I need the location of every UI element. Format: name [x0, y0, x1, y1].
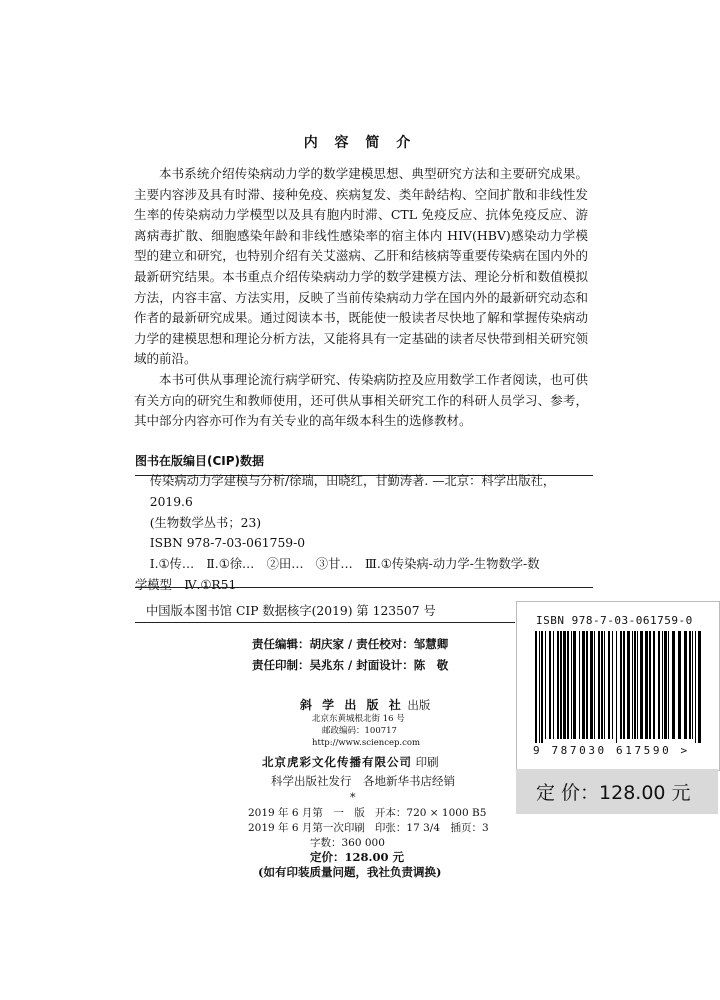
summary-paragraph-2: 本书可供从事理论流行病学研究、传染病防控及应用数学工作者阅读，也可供有关方向的研究生和教师使用，还可供从事相关研究工作的科研人员学习、参考，其中部分内容亦可作为有关专业的高年级本科生的选修教材。: [134, 371, 588, 429]
star-separator: *: [350, 791, 356, 804]
publisher-postcode: 邮政编码：100717: [322, 726, 397, 736]
cip-series-line: (生物数学丛书；23): [149, 515, 262, 530]
edition-block: [248, 806, 489, 880]
summary-text: [134, 164, 588, 432]
printing-text: 2019 年 6 月第一次印刷: [248, 821, 365, 834]
cip-record: [135, 471, 593, 596]
barcode-digits: 9 787030 617590 >: [533, 744, 690, 757]
editorial-credits: [252, 634, 448, 676]
sheets-text: 印张：17 3/4 插页：3: [374, 821, 489, 834]
summary-title: 内 容 简 介: [303, 135, 417, 151]
quality-notice: (如有印装质量问题，我社负责调换): [258, 865, 442, 880]
cip-divider: [135, 587, 593, 588]
publisher-address: 北京东黄城根北街 16 号: [312, 714, 405, 724]
cip-header: 图书在版编目(CIP)数据: [135, 452, 593, 476]
publisher-name: 斜 学 出 版 社: [300, 698, 404, 712]
printer-name: 北京虎彩文化传播有限公司: [262, 755, 412, 769]
format-text: 开本：720 × 1000 B5: [374, 807, 487, 819]
credits-line-1: 责任编辑：胡庆家 / 责任校对：邹慧卿: [252, 637, 449, 651]
edition-price: 定价：128.00 元: [310, 850, 405, 865]
edition-text: 2019 年 6 月第 一 版: [248, 807, 365, 819]
cover-price: 定 价：128.00 元: [536, 782, 691, 804]
barcode-icon: [533, 631, 703, 743]
publisher-url: http://www.sciencep.com: [312, 738, 421, 748]
credits-line-2: 责任印制：吴兆东 / 封面设计：陈 敬: [252, 658, 449, 672]
words-text: 字数：360 000: [310, 836, 385, 849]
cip-classification-line-2: 学模型 Ⅳ.①R51: [135, 577, 237, 592]
printer-suffix: 印刷: [415, 755, 439, 769]
cip-title-line: 传染病动力学建模与分析/徐瑞，田晓红，甘勤涛著. —北京：科学出版社，: [149, 474, 556, 488]
summary-paragraph-1: 本书系统介绍传染病动力学的数学建模思想、典型研究方法和主要研究成果。主要内容涉及具有时滞、接种免疫、疾病复发、类年龄结构、空间扩散和非线性发生率的传染病动力学模型以及具有胞内时滞、CTL 免疫反应、抗体免疫反应、游离病毒扩散、细胞感染年龄和非线性感染率的宿主体内 HIV(HBV)感染动力学模型的建立和研究，也特别介绍有关艾滋病、乙肝和结核病等重要传染病在国内外的最新研究结果。本书重点介绍传染病动力学的数学建模方法、理论分析和数值模拟方法，内容丰富、方法实用，反映了当前传染病动力学在国内外的最新研究动态和作者的最新研究成果。通过阅读本书，既能使一般读者尽快地了解和掌握传染病动力学的建模思想和理论分析方法，又能将具有一定基础的读者尽快带到相关研究领域的前沿。: [134, 166, 588, 367]
cip-date-line: 2019.6: [149, 494, 193, 509]
barcode-isbn: ISBN 978-7-03-061759-0: [536, 614, 693, 627]
cip-number: 中国版本图书馆 CIP 数据核字(2019) 第 123507 号: [146, 604, 436, 618]
cip-classification-line: Ⅰ.①传… Ⅱ.①徐… ②田… ③甘… Ⅲ.①传染病-动力学-生物数学-数: [149, 557, 540, 572]
publisher-block: [300, 696, 500, 749]
distribution-line: 科学出版社发行 各地新华书店经销: [271, 774, 455, 788]
cip-divider-2: [135, 622, 515, 623]
cip-isbn-line: ISBN 978-7-03-061759-0: [149, 536, 306, 551]
printer-line: [262, 754, 439, 770]
publisher-suffix: 出版: [407, 698, 431, 712]
